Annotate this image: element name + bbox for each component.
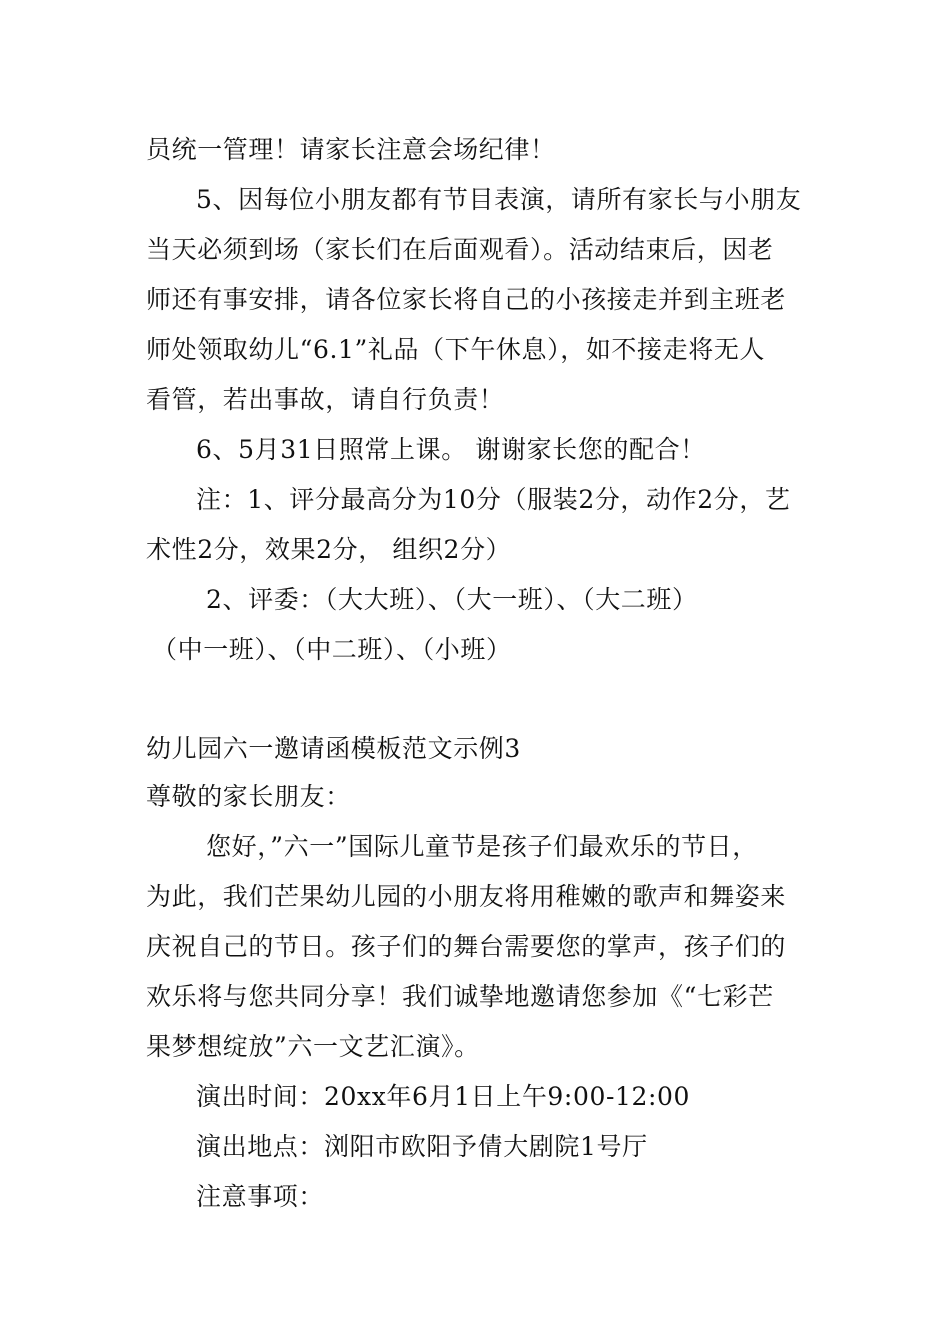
text-line: 注：1、评分最高分为10分（服装2分，动作2分，艺 bbox=[196, 485, 791, 514]
text-line: 2、评委：（大大班）、（大一班）、（大二班） bbox=[206, 585, 698, 614]
text-line: 看管，若出事故，请自行负责！ bbox=[146, 385, 505, 414]
notes-heading: 注意事项： bbox=[196, 1182, 325, 1211]
text-line: 师还有事安排，请各位家长将自己的小孩接走并到主班老 bbox=[146, 285, 787, 314]
performance-time: 演出时间：20xx年6月1日上午9:00-12:00 bbox=[196, 1082, 691, 1111]
text-line: 当天必须到场（家长们在后面观看）。活动结束后，因老 bbox=[146, 235, 774, 264]
performance-venue: 演出地点：浏阳市欧阳予倩大剧院1号厅 bbox=[196, 1132, 648, 1161]
text-line: （中一班）、（中二班）、（小班） bbox=[152, 635, 512, 664]
text-line: 果梦想绽放”六一文艺汇演》。 bbox=[146, 1032, 480, 1061]
salutation: 尊敬的家长朋友： bbox=[146, 782, 351, 811]
text-line: 员统一管理！请家长注意会场纪律！ bbox=[146, 135, 556, 164]
text-line: 师处领取幼儿“6.1”礼品（下午休息），如不接走将无人 bbox=[146, 335, 766, 364]
text-line: 欢乐将与您共同分享！我们诚挚地邀请您参加《“七彩芒 bbox=[146, 982, 774, 1011]
section-heading: 幼儿园六一邀请函模板范文示例3 bbox=[146, 734, 521, 763]
text-line: 为此，我们芒果幼儿园的小朋友将用稚嫩的歌声和舞姿来 bbox=[146, 882, 787, 911]
text-line: 您好，”六一”国际儿童节是孩子们最欢乐的节日， bbox=[206, 832, 758, 861]
text-line: 6、5月31日照常上课。 谢谢家长您的配合！ bbox=[196, 435, 706, 464]
text-line: 术性2分，效果2分， 组织2分） bbox=[146, 535, 512, 564]
text-line: 庆祝自己的节日。孩子们的舞台需要您的掌声，孩子们的 bbox=[146, 932, 787, 961]
text-line: 5、因每位小朋友都有节目表演，请所有家长与小朋友 bbox=[196, 185, 802, 214]
